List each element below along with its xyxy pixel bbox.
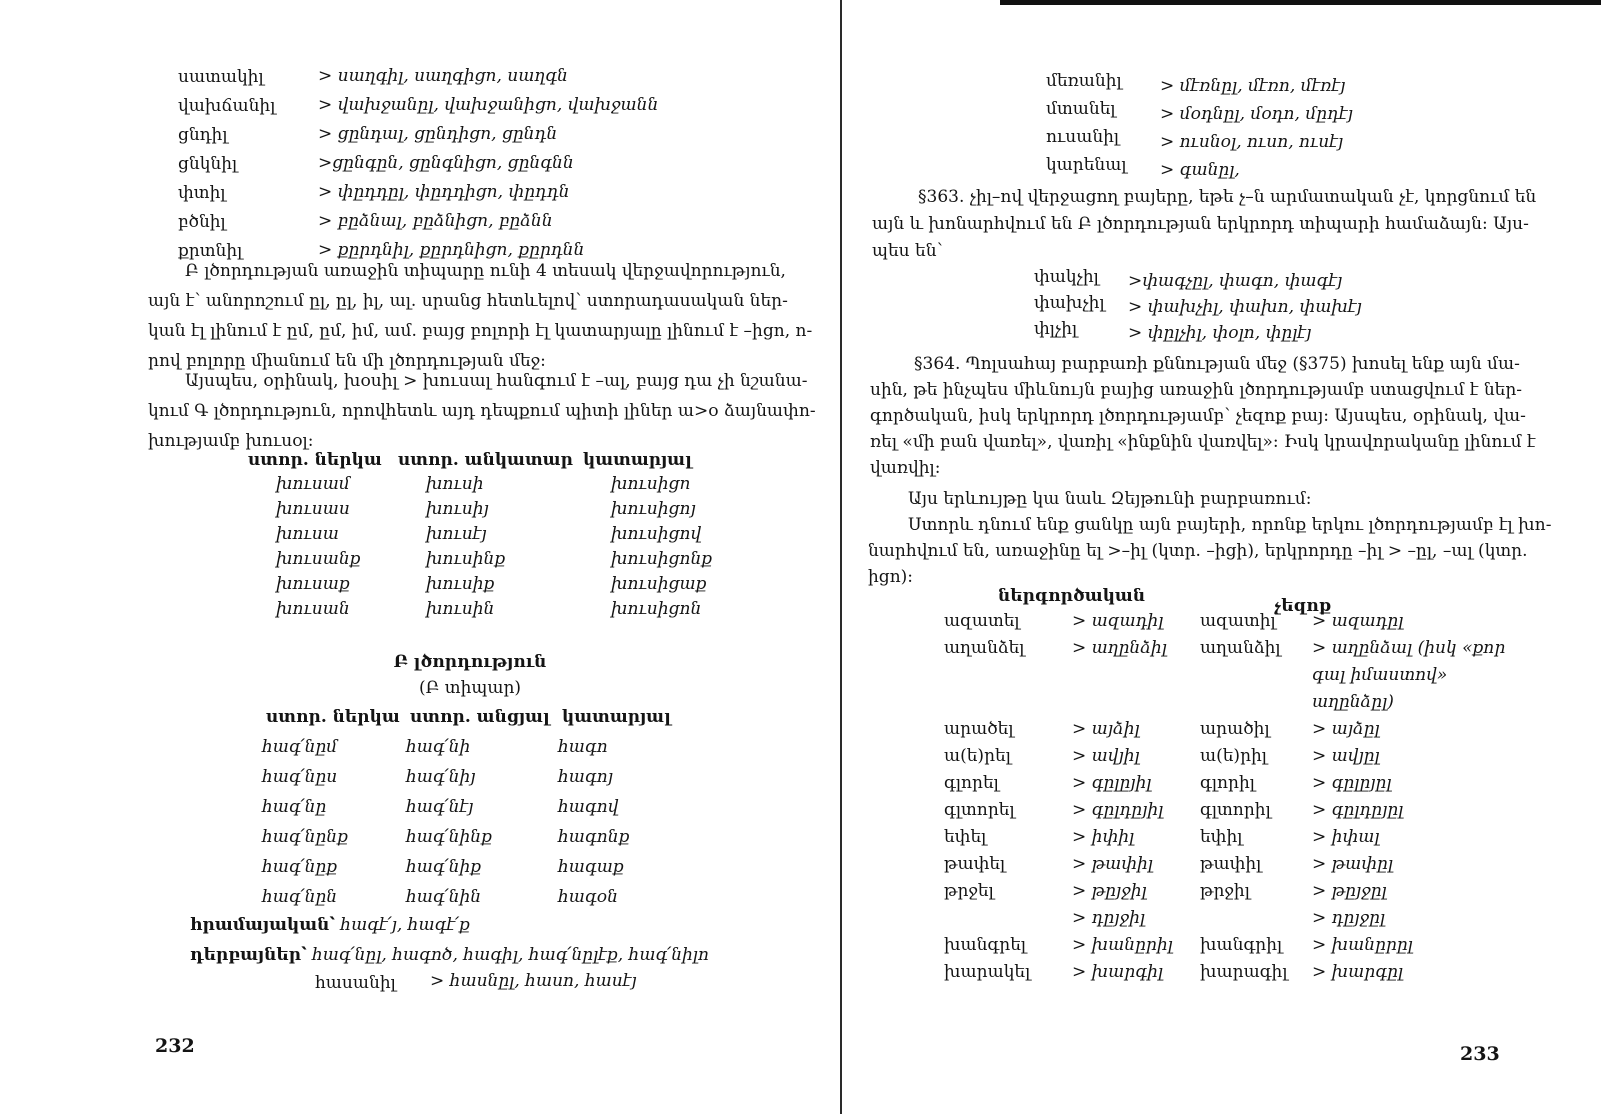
active-verb: արածել — [944, 719, 1014, 739]
verb-infinitive: ցնդիլ — [178, 125, 228, 145]
active-verb: թափել — [944, 854, 1006, 874]
table-cell: խուսինք — [426, 549, 506, 569]
verb-dialect-forms: >ցընգըն, ցընգնիցn, ցընգնն — [318, 153, 574, 173]
table-cell: խուսիյ — [426, 499, 489, 519]
dialect-form: > դըյջըլ — [1312, 908, 1386, 928]
table-cell: խուսաս — [276, 499, 350, 519]
text-line: ռել «մի բան վառել», վառիլ «ինքնին վառվել»: Իսկ կրավորականը լինում է — [870, 432, 1536, 452]
page-number-right: 233 — [1460, 1043, 1500, 1065]
imperative-line — [190, 914, 470, 936]
neutral-verb: խարագիլ — [1200, 962, 1288, 982]
verb-dialect-forms: > քըրդնիլ, քըրդնիցn, քըրդնն — [318, 240, 585, 260]
text-line: պես են՝ — [872, 241, 943, 261]
verb-dialect-forms: > գանըլ, — [1160, 160, 1240, 180]
table-cell: հագ՛նիք — [406, 857, 482, 877]
active-verb: աղանձել — [944, 638, 1025, 658]
table-cell: խուսիցաք — [611, 574, 707, 594]
verb-dialect-forms: > ուսնօլ, ուսո, ուսէյ — [1160, 132, 1344, 152]
table-cell: խուսաք — [276, 574, 350, 594]
verb-dialect-forms: > բըձնալ, բըձնիցn, բըձնն — [318, 211, 553, 231]
text-line: նարհվում են, առաջինը ել >–իլ (կտր. –իցի), երկրորդը –իլ > –ըլ, –ալ (կտր. — [868, 541, 1528, 561]
verb-infinitive: ցնկնիլ — [178, 154, 238, 174]
dialect-form: > խանըրիլ — [1072, 935, 1173, 955]
neutral-verb: արածիլ — [1200, 719, 1270, 739]
verb-infinitive: վախճանիլ — [178, 96, 276, 116]
column-header-active: ներգործական — [998, 586, 1146, 606]
text-line: կում Գ լծորդություն, որովհետև այդ դեպքում պիտի լիներ ա>օ ձայնափո- — [148, 401, 816, 421]
table-cell: խուսիցn — [611, 474, 691, 494]
verb-dialect-forms: > ցընդալ, ցընդիցn, ցընդն — [318, 124, 558, 144]
text-line: խությամբ խուսօլ: — [148, 431, 314, 451]
dialect-form: > աղընձիլ — [1072, 638, 1167, 658]
table-cell: խուսան — [276, 599, 350, 619]
table-cell: հագ՛նինք — [406, 827, 492, 847]
dialect-form: > թըյջիլ — [1072, 881, 1147, 901]
verb-infinitive: փախչիլ — [1034, 293, 1105, 313]
verb-dialect-forms: > սաղգիլ, սաղգիցn, սաղգն — [318, 66, 568, 86]
active-verb: խանգրել — [944, 935, 1027, 955]
active-verb: գլորել — [944, 773, 999, 793]
dialect-form: > խարգըլ — [1312, 962, 1404, 982]
table-cell: հագոնք — [558, 827, 630, 847]
verb-infinitive: քրտնիլ — [178, 241, 243, 261]
verb-infinitive: փակչիլ — [1034, 267, 1099, 287]
book-spine — [840, 0, 842, 1114]
table-cell: հագ՛նէյ — [406, 797, 474, 817]
dialect-form: > ազադըլ — [1312, 611, 1404, 631]
table-cell: հագո — [558, 737, 608, 757]
table-cell: հագաք — [558, 857, 624, 877]
dialect-form: > ազադիլ — [1072, 611, 1164, 631]
dialect-form: > թըյջըլ — [1312, 881, 1387, 901]
table-cell: խուսիցոն — [611, 599, 702, 619]
imperative-label: հրամայական՝ — [190, 915, 335, 935]
table-cell: հագ՛նը — [262, 797, 327, 817]
table-cell: հագ՛նընք — [262, 827, 348, 847]
table-column-header: ստոր. ներկա — [266, 707, 400, 727]
text-line: իցn): — [868, 567, 914, 587]
dialect-form: > աղընձալ (իսկ «քոր — [1312, 638, 1506, 658]
column-header-neutral: չեզոք — [1274, 596, 1332, 616]
table-cell: հագով — [558, 797, 619, 817]
text-line: այն է՝ անորոշում ըլ, ըլ, իլ, ալ. սրանց հետևելով՝ ստորադասական ներ- — [148, 291, 788, 311]
table-cell: խուսամ — [276, 474, 350, 494]
verb-dialect-forms: > փախչիլ, փախո, փախէյ — [1128, 297, 1362, 317]
active-verb: թրջել — [944, 881, 994, 901]
dialect-form: > ավյիլ — [1072, 746, 1140, 766]
neutral-verb: ազատիլ — [1200, 611, 1276, 631]
text-line: Բ լծորդության առաջին տիպարը ունի 4 տեսակ վերջավորություն, — [185, 261, 786, 281]
text-line: կան էլ լինում է ըմ, ըմ, իմ, ամ. բայց բոլորի էլ կատարյալը լինում է –իցn, n- — [148, 321, 813, 341]
table-cell: խուսա — [276, 524, 339, 544]
table-cell: հագօն — [558, 887, 618, 907]
text-line: այն և խոնարհվում են Բ լծորդության երկրորդ տիպարի համաձայն: Այս- — [872, 214, 1529, 234]
last-verb-word: հասանիլ — [315, 973, 396, 993]
table-cell: խուսիք — [426, 574, 495, 594]
verb-infinitive: ուսանիլ — [1046, 127, 1120, 147]
dialect-form: > այձըլ — [1312, 719, 1380, 739]
table-column-header: կատարյալ — [562, 707, 671, 727]
table-cell: խուսիցով — [611, 524, 702, 544]
participles-line — [190, 944, 709, 966]
dialect-form: > գըլըյիլ — [1072, 773, 1152, 793]
text-line: §363. չիլ–ով վերջացող բայերը, եթե չ–ն արմատական չէ, կորցնում են — [918, 187, 1537, 207]
verb-infinitive: բծնիլ — [178, 212, 226, 232]
neutral-verb: թափիլ — [1200, 854, 1262, 874]
table-cell: խուսին — [426, 599, 495, 619]
participles-forms: հագ՛նըլ, հագոծ, հագիլ, հագ՛նըլէք, հագ՛նիլո — [311, 945, 710, 965]
text-line: գործական, իսկ երկրորդ լծորդությամբ՝ չեզոք բայ: Այսպես, օրինակ, վա- — [870, 406, 1526, 426]
active-verb: եփել — [944, 827, 987, 847]
page-number-left: 232 — [155, 1035, 195, 1057]
dialect-form: > խարգիլ — [1072, 962, 1164, 982]
table-column-header: ստոր. ներկա — [248, 450, 382, 470]
verb-infinitive: մեռանիլ — [1046, 71, 1122, 91]
verb-dialect-forms: >փագչըլ, փագո, փագէյ — [1128, 271, 1343, 291]
active-verb: ազատել — [944, 611, 1020, 631]
dialect-form: > ավյըլ — [1312, 746, 1380, 766]
imperative-forms: հագէ՛յ, հագէ՛ք — [340, 915, 470, 935]
table-cell: հագ՛նին — [406, 887, 482, 907]
table-column-header: կատարյալ — [583, 450, 692, 470]
table-cell: հագ՛նիյ — [406, 767, 476, 787]
section-title: Բ լծորդություն — [393, 652, 547, 672]
dialect-form: > դըյջիլ — [1072, 908, 1146, 928]
dialect-form: աղընձըլ) — [1312, 692, 1394, 712]
verb-infinitive: փլչիլ — [1034, 319, 1078, 339]
table-column-header: ստոր. անկատար — [398, 450, 573, 470]
neutral-verb: եփիլ — [1200, 827, 1243, 847]
verb-dialect-forms: > վախջանըլ, վախջանիցn, վախջանն — [318, 95, 659, 115]
dialect-form: > թափիլ — [1072, 854, 1153, 874]
neutral-verb: աղանձիլ — [1200, 638, 1281, 658]
dialect-form: գալ իմաստով» — [1312, 665, 1448, 685]
neutral-verb: ա(ե)րիլ — [1200, 746, 1267, 766]
table-cell: հագ՛նի — [406, 737, 471, 757]
participles-label: դերբայներ՝ — [190, 945, 307, 965]
verb-dialect-forms: > փըդդըլ, փըդդիցn, փըդդն — [318, 182, 570, 202]
table-column-header: ստոր. անցյալ — [410, 707, 550, 727]
neutral-verb: թրջիլ — [1200, 881, 1250, 901]
table-cell: խուսիցոյ — [611, 499, 696, 519]
table-cell: հագ՛նըս — [262, 767, 338, 787]
verb-dialect-forms: > մօդնըլ, մօդո, մըդէյ — [1160, 104, 1353, 124]
dialect-form: > թափըլ — [1312, 854, 1394, 874]
table-cell: հագ՛նըմ — [262, 737, 338, 757]
table-cell: հագ՛նըք — [262, 857, 338, 877]
dialect-form: > իփիլ — [1072, 827, 1135, 847]
neutral-verb: խանգրիլ — [1200, 935, 1283, 955]
dialect-form: > գըլդըյիլ — [1072, 800, 1164, 820]
table-cell: հագ՛նըն — [262, 887, 338, 907]
text-line: Այս երևույթը կա նաև Զեյթունի բարբառում: — [908, 489, 1312, 509]
text-line: վառվիլ: — [870, 458, 941, 478]
last-verb-forms: > հասնըլ, հասո, հասէյ — [430, 971, 637, 991]
text-line: սին, թե ինչպես միևնույն բայից առաջին լծորդությամբ ստացվում է ներ- — [870, 380, 1523, 400]
active-verb: ա(ե)րել — [944, 746, 1011, 766]
active-verb: գլտորել — [944, 800, 1015, 820]
dialect-form: > իփալ — [1312, 827, 1380, 847]
verb-infinitive: կարենալ — [1046, 155, 1127, 175]
active-verb: խարակել — [944, 962, 1031, 982]
section-subtitle: (Բ տիպար) — [418, 678, 522, 698]
neutral-verb: գլտորիլ — [1200, 800, 1271, 820]
dialect-form: > գըլդըյըլ — [1312, 800, 1404, 820]
dialect-form: > այձիլ — [1072, 719, 1140, 739]
verb-infinitive: սատակիլ — [178, 67, 264, 87]
text-line: Ստորև դնում ենք ցանկը այն բայերի, որոնք երկու լծորդությամբ էլ խո- — [908, 515, 1552, 535]
table-cell: խուսանք — [276, 549, 361, 569]
table-cell: խուսէյ — [426, 524, 487, 544]
verb-dialect-forms: > փըլչիլ, փօլո, փըլէյ — [1128, 323, 1312, 343]
verb-infinitive: մտանել — [1046, 99, 1116, 119]
text-line: Այսպես, օրինակ, խօսիլ > խուսալ հանգում է –ալ, բայց դա չի նշանա- — [185, 371, 808, 391]
right-page — [848, 0, 1601, 1114]
text-line: րով բոլորը միանում են մի լծորդության մեջ: — [148, 351, 546, 371]
dialect-form: > գըլըյըլ — [1312, 773, 1392, 793]
text-line: §364. Պոլսահայ բարբառի քննության մեջ (§375) խոսել ենք այն մա- — [914, 354, 1520, 374]
dialect-form: > խանըրըլ — [1312, 935, 1413, 955]
neutral-verb: գլորիլ — [1200, 773, 1255, 793]
table-cell: խուսիցոնք — [611, 549, 713, 569]
table-cell: հագոյ — [558, 767, 614, 787]
verb-dialect-forms: > մէռնըլ, մէռո, մէռէյ — [1160, 76, 1346, 96]
table-cell: խուսի — [426, 474, 484, 494]
verb-infinitive: փտիլ — [178, 183, 226, 203]
